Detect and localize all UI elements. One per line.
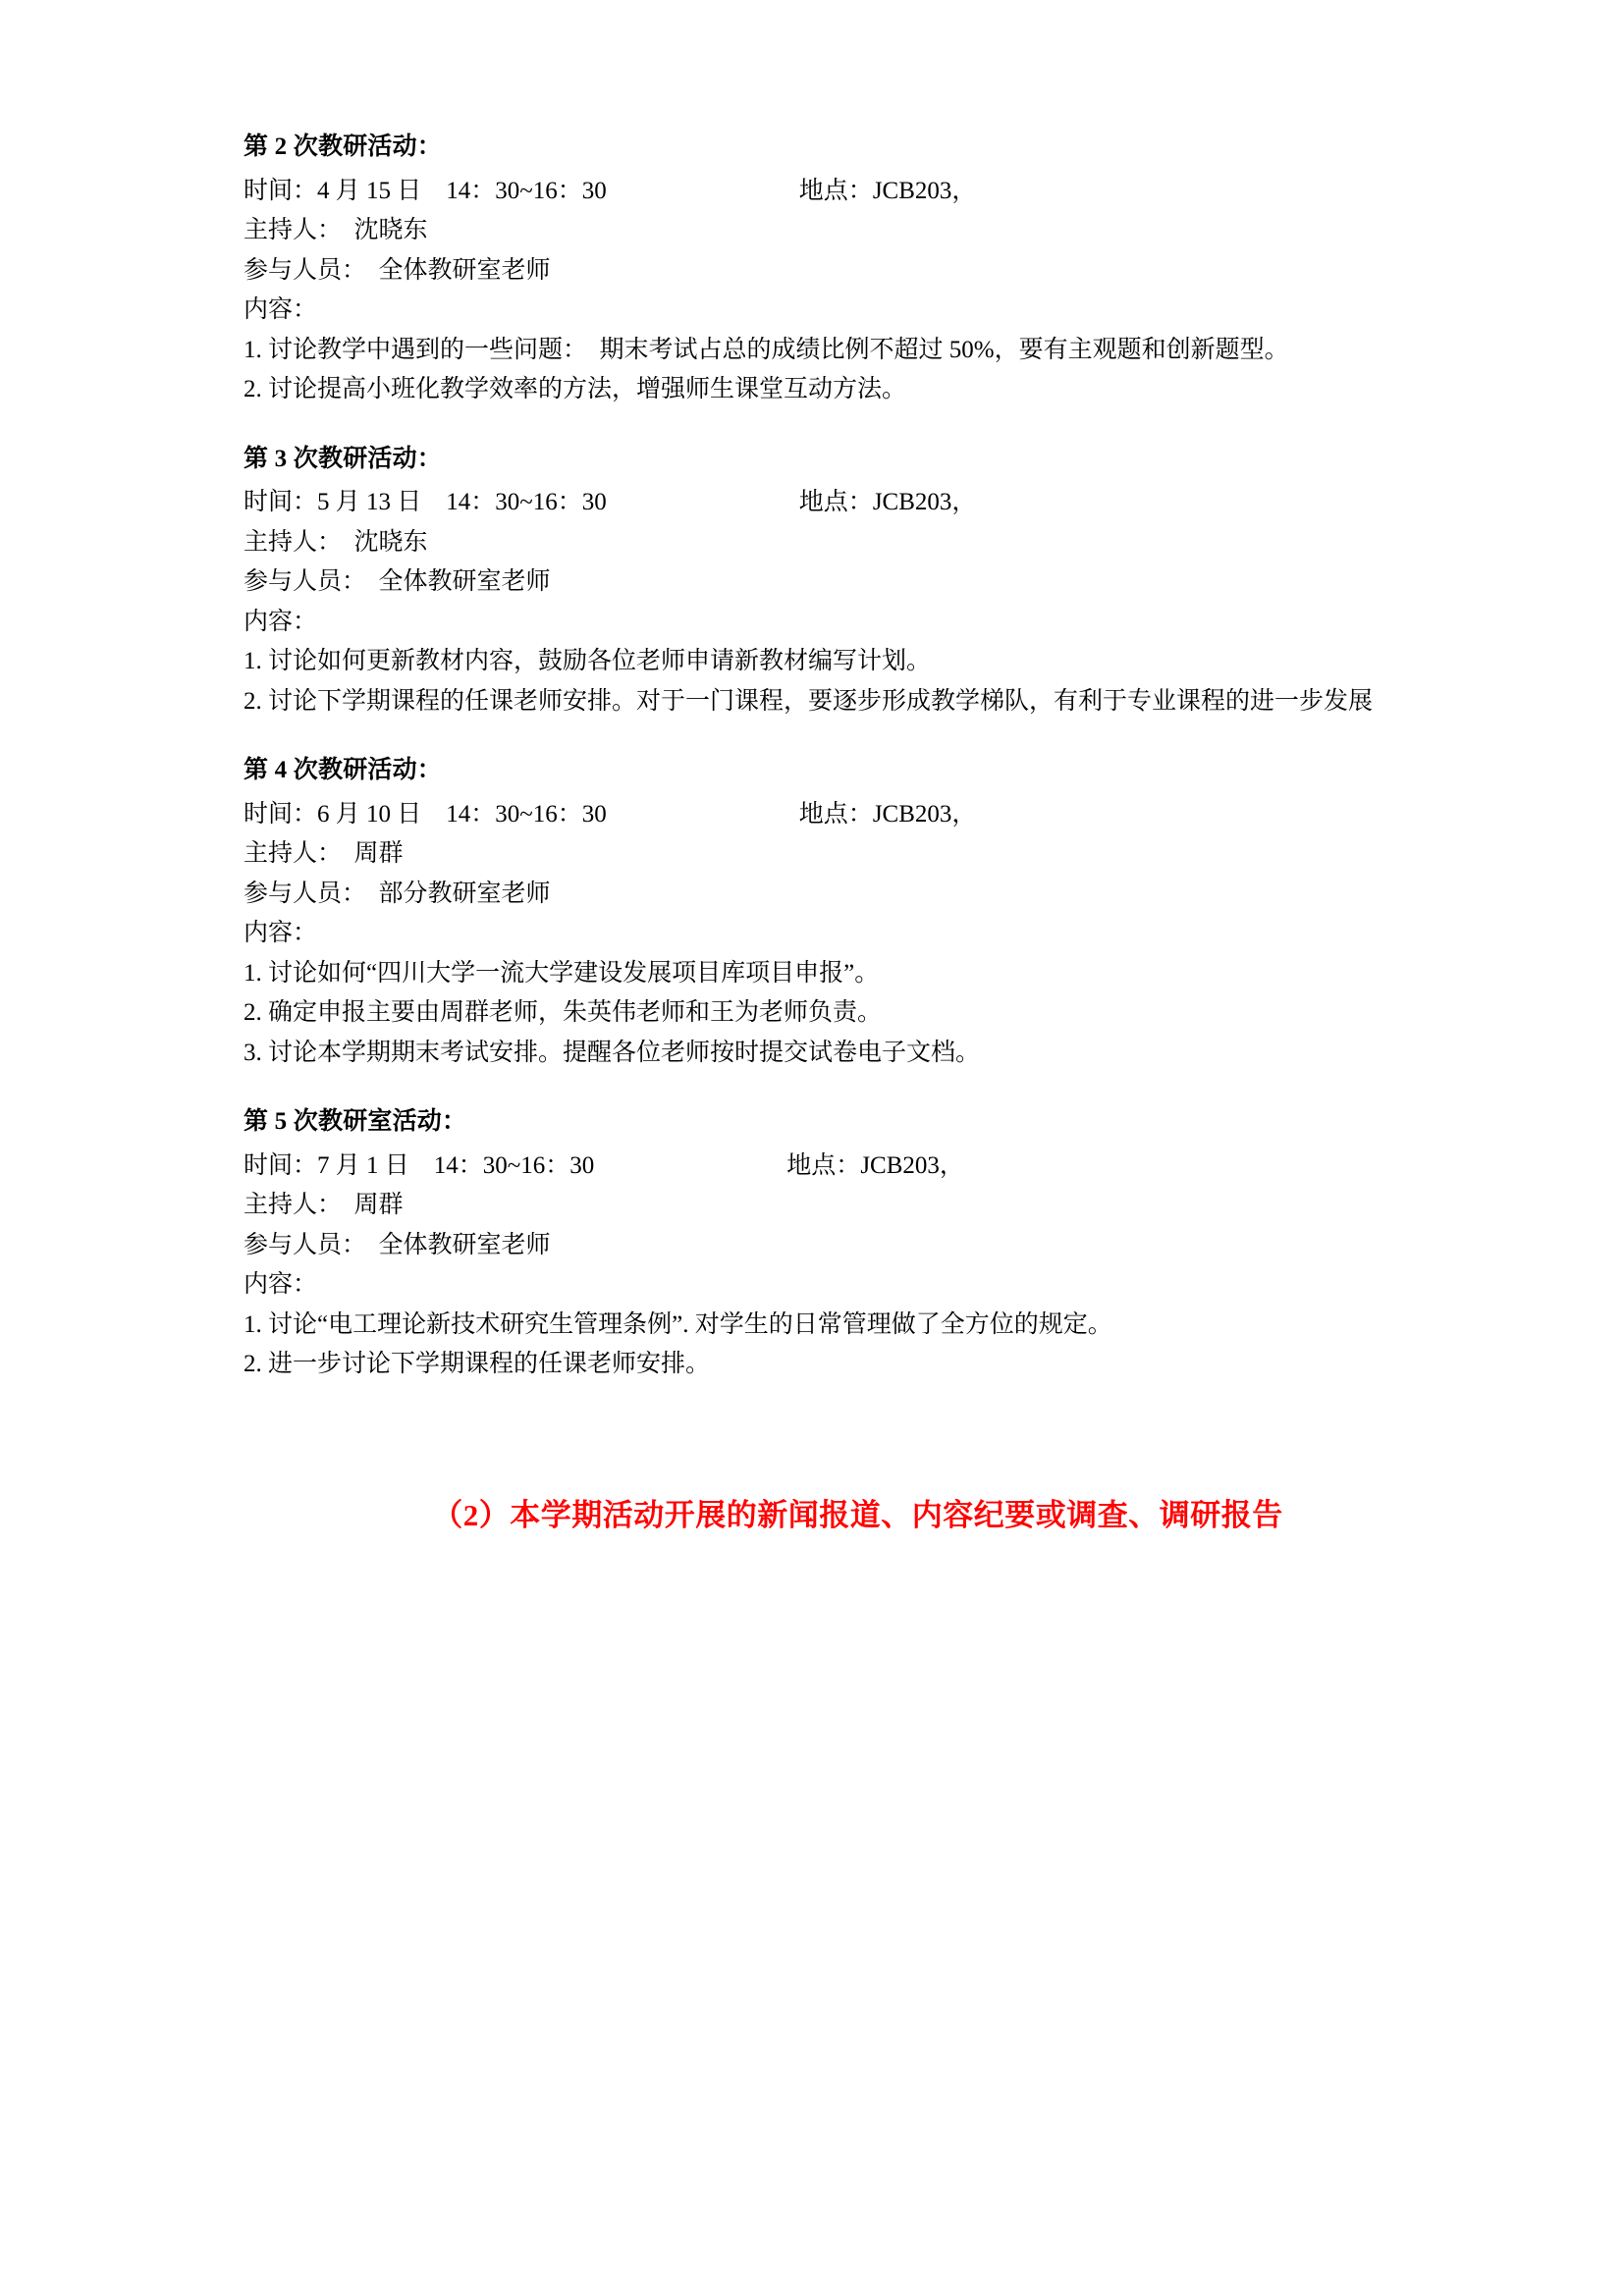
place-label: 地点： bbox=[798, 800, 873, 828]
place-label: 地点： bbox=[798, 489, 873, 515]
participants-line: 参与人员： 全体教研室老师 bbox=[244, 568, 551, 595]
time-value: 4 月 15 日 14：30~16：30 bbox=[317, 177, 607, 204]
content-item: 1. 讨论如何“四川大学一流大学建设发展项目库项目申报”。 bbox=[244, 959, 880, 987]
meta-time-row bbox=[244, 1147, 1452, 1187]
place-value: JCB203， bbox=[860, 1151, 964, 1179]
content-label: 内容： bbox=[244, 296, 318, 323]
content-item: 2. 进一步讨论下学期课程的任课老师安排。 bbox=[244, 1351, 711, 1377]
content-item: 1. 讨论如何更新教材内容，鼓励各位老师申请新教材编写计划。 bbox=[244, 648, 932, 674]
section-title: 第 4 次教研活动： bbox=[244, 757, 443, 783]
activity-section bbox=[244, 1102, 1452, 1385]
content-label: 内容： bbox=[244, 920, 318, 946]
activity-section bbox=[244, 440, 1452, 722]
content-item: 1. 讨论“电工理论新技术研究生管理条例”. 对学生的日常管理做了全方位的规定。 bbox=[244, 1310, 1112, 1338]
time-label: 时间： bbox=[244, 489, 318, 515]
place-value: JCB203， bbox=[872, 177, 977, 204]
participants-line: 参与人员： 全体教研室老师 bbox=[244, 1231, 551, 1258]
document-body bbox=[244, 128, 1452, 1540]
content-item: 2. 确定申报主要由周群老师，朱英伟老师和王为老师负责。 bbox=[244, 999, 883, 1026]
section-title: 第 2 次教研活动： bbox=[244, 133, 443, 160]
meta-time-row bbox=[244, 795, 1452, 835]
place-label: 地点： bbox=[798, 177, 873, 204]
time-value: 6 月 10 日 14：30~16：30 bbox=[317, 800, 607, 828]
section-title: 第 5 次教研室活动： bbox=[244, 1108, 467, 1135]
vertical-spacer bbox=[244, 1415, 1452, 1491]
time-label: 时间： bbox=[244, 1151, 318, 1179]
time-value: 5 月 13 日 14：30~16：30 bbox=[317, 489, 607, 515]
activity-section bbox=[244, 751, 1452, 1073]
place-label: 地点： bbox=[786, 1151, 861, 1179]
time-label: 时间： bbox=[244, 177, 318, 204]
place-value: JCB203， bbox=[872, 489, 977, 515]
section-title: 第 3 次教研活动： bbox=[244, 445, 443, 472]
host-line: 主持人： 周群 bbox=[244, 840, 404, 867]
host-line: 主持人： 沈晓东 bbox=[244, 528, 428, 556]
section-heading-red: （2）本学期活动开展的新闻报道、内容纪要或调查、调研报告 bbox=[432, 1497, 1283, 1532]
host-line: 主持人： 沈晓东 bbox=[244, 217, 428, 243]
meta-time-row bbox=[244, 172, 1452, 212]
host-line: 主持人： 周群 bbox=[244, 1192, 404, 1218]
content-item: 1. 讨论教学中遇到的一些问题： 期末考试占总的成绩比例不超过 50%，要有主观题和创新题型。 bbox=[244, 336, 1289, 363]
participants-line: 参与人员： 部分教研室老师 bbox=[244, 880, 551, 907]
participants-line: 参与人员： 全体教研室老师 bbox=[244, 256, 551, 284]
content-label: 内容： bbox=[244, 1271, 318, 1298]
meta-time-row bbox=[244, 483, 1452, 523]
content-item: 2. 讨论下学期课程的任课老师安排。对于一门课程，要逐步形成教学梯队，有利于专业课程的进一步发展 bbox=[244, 687, 1374, 715]
content-item: 3. 讨论本学期期末考试安排。提醒各位老师按时提交试卷电子文档。 bbox=[244, 1039, 981, 1066]
activity-section bbox=[244, 128, 1452, 410]
content-item: 2. 讨论提高小班化教学效率的方法，增强师生课堂互动方法。 bbox=[244, 376, 907, 402]
time-label: 时间： bbox=[244, 800, 318, 828]
content-label: 内容： bbox=[244, 608, 318, 635]
place-value: JCB203， bbox=[872, 800, 977, 828]
time-value: 7 月 1 日 14：30~16：30 bbox=[317, 1151, 595, 1179]
